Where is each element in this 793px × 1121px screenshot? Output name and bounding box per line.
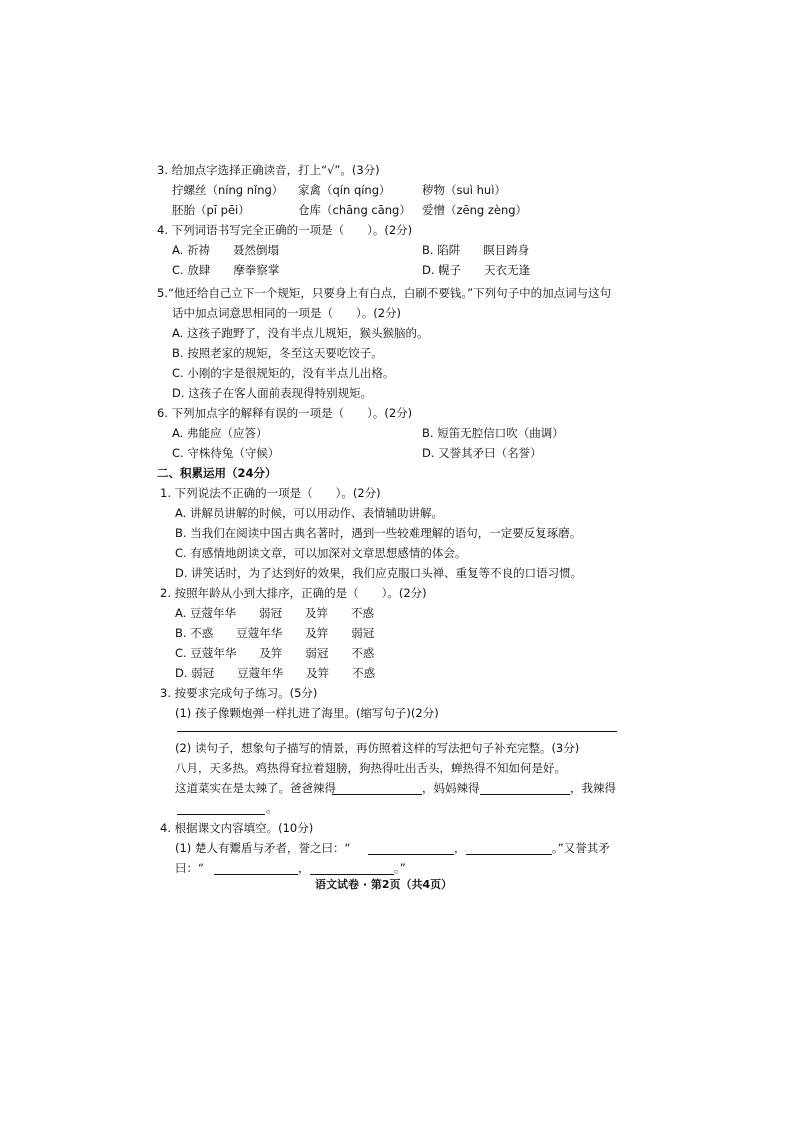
s4-line2-end: 。” [394, 861, 406, 875]
s1-option-a: A. 讲解员讲解的时候，可以用动作、表情辅助讲解。 [175, 506, 443, 520]
q6-option-d: D. 又誉其矛曰（名誉） [422, 446, 542, 460]
q6-option-a: A. 弗能应（应答） [172, 426, 268, 440]
q3-item-1: 拧螺丝（nínɡ nǐnɡ） [172, 183, 284, 197]
q5-option-d: D. 这孩子在客人面前表现得特别规矩。 [172, 386, 373, 400]
q5-option-b: B. 按照老家的规矩，冬至这天要吃饺子。 [172, 346, 383, 360]
s1-option-c: C. 有感情地朗读文章，可以加深对文章思想感情的体会。 [175, 546, 467, 560]
s3-example: 八月，天多热。鸡热得耷拉着翅膀，狗热得吐出舌头，蝉热得不知如何是好。 [175, 761, 566, 775]
s3-part1: (1) 孩子像颗炮弹一样扎进了海里。(缩写句子)(2分) [175, 706, 439, 720]
s3-part2: (2) 读句子，想象句子描写的情景，再仿照着这样的写法把句子补充完整。(3分) [175, 741, 580, 755]
s3-fill-close: 。 [266, 801, 278, 815]
s2-option-a: A. 豆蔻年华 弱冠 及笄 不惑 [175, 606, 374, 620]
fill-blank-1[interactable] [332, 794, 422, 795]
q4-option-a: A. 祈祷 聂然倒塌 [172, 243, 279, 257]
s3-fill-start: 这道菜实在是太辣了。爸爸辣得 [175, 781, 336, 795]
s2-title: 2. 按照年龄从小到大排序，正确的是（ ）。(2分) [160, 586, 427, 600]
section-title: 二、积累运用（24分） [157, 466, 277, 480]
q3-item-3: 秽物（suì huì） [422, 183, 506, 197]
s2-option-b: B. 不惑 豆蔻年华 及笄 弱冠 [175, 626, 375, 640]
fill-blank-2[interactable] [480, 794, 570, 795]
s1-option-d: D. 讲笑话时，为了达到好的效果，我们应克服口头禅、重复等不良的口语习惯。 [175, 566, 583, 580]
fill-blank-6[interactable] [214, 874, 298, 875]
fill-blank-7[interactable] [310, 874, 394, 875]
q4-option-c: C. 放肆 摩拳察掌 [172, 263, 280, 277]
q5-title-line2: 话中加点词意思相同的一项是（ ）。(2分) [172, 306, 402, 320]
answer-line[interactable] [177, 731, 617, 732]
s3-title: 3. 按要求完成句子练习。(5分) [160, 686, 318, 700]
s1-title: 1. 下列说法不正确的一项是（ ）。(2分) [160, 486, 381, 500]
q4-option-d: D. 幌子 天衣无逢 [422, 263, 531, 277]
s3-fill-end: ，我辣得 [570, 781, 616, 795]
s1-option-b: B. 当我们在阅读中国古典名著时，遇到一些较难理解的语句，一定要反复琢磨。 [175, 526, 582, 540]
s4-line1-comma: ， [454, 841, 466, 855]
fill-blank-5[interactable] [466, 854, 552, 855]
s4-title: 4. 根据课文内容填空。(10分) [160, 821, 314, 835]
s3-fill-mid: ，妈妈辣得 [422, 781, 480, 795]
s2-option-c: C. 豆蔻年华 及笄 弱冠 不惑 [175, 646, 375, 660]
q6-option-c: C. 守株待兔（守候） [172, 446, 280, 460]
fill-blank-3[interactable] [177, 814, 265, 815]
q5-option-c: C. 小刚的字是很规矩的，没有半点儿出格。 [172, 366, 395, 380]
q3-item-5: 仓库（chāng cāng） [298, 203, 411, 217]
q4-option-b: B. 陷阱 瞑目踌身 [422, 243, 530, 257]
q6-option-b: B. 短笛无腔信口吹（曲调） [422, 426, 564, 440]
s4-line2-start: 曰：“ [175, 861, 204, 875]
q6-title: 6. 下列加点字的解释有误的一项是（ ）。(2分) [157, 406, 413, 420]
q3-title: 3. 给加点字选择正确读音，打上“√”。(3分) [157, 163, 380, 177]
q5-option-a: A. 这孩子跑野了，没有半点儿规矩，猴头猴脑的。 [172, 326, 429, 340]
q3-item-2: 家禽（qín qíng） [298, 183, 391, 197]
fill-blank-4[interactable] [368, 854, 454, 855]
page-footer: 语文试卷 · 第2页（共4页） [315, 878, 453, 891]
q4-title: 4. 下列词语书写完全正确的一项是（ ）。(2分) [157, 223, 413, 237]
s4-line2-comma: ， [298, 861, 310, 875]
q5-title-line1: 5.“他还给自己立下一个规矩，只要身上有白点，白刷不要钱。”下列句子中的加点词与这句 [157, 286, 612, 300]
s4-line1-end: 。”又誉其矛 [552, 841, 610, 855]
s4-line1-start: (1) 楚人有鬻盾与矛者，誉之曰：“ [175, 841, 351, 855]
s2-option-d: D. 弱冠 豆蔻年华 及笄 不惑 [175, 666, 376, 680]
q3-item-6: 爱憎（zēng zèng） [422, 203, 528, 217]
q3-item-4: 胚胎（pī pēi） [172, 203, 250, 217]
